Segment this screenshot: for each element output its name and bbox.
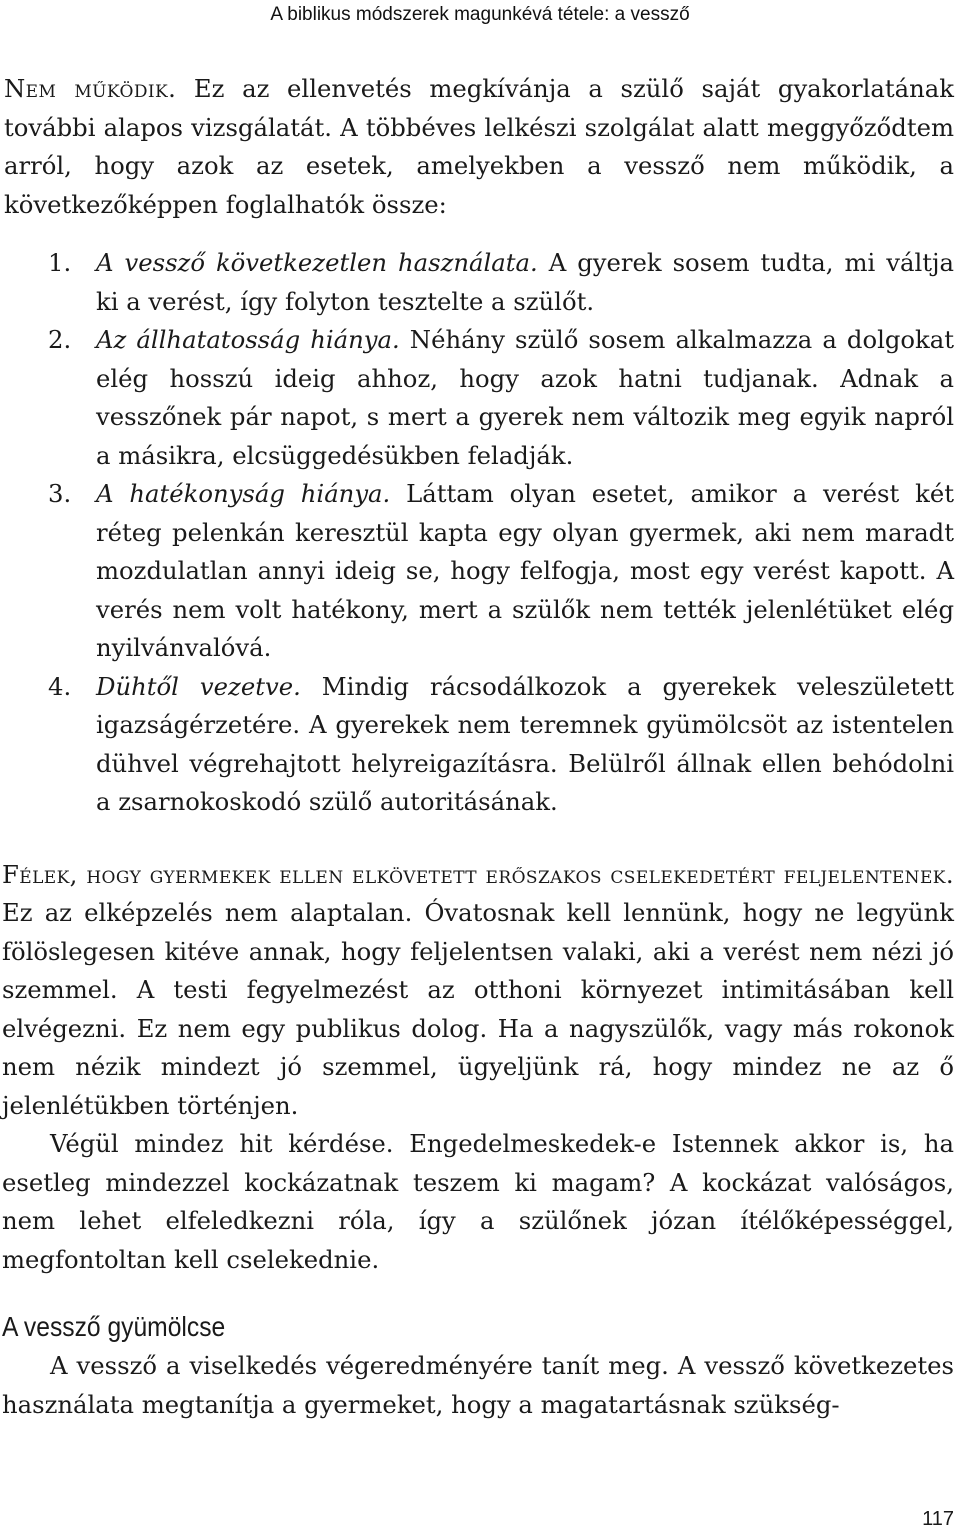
running-head: A biblikus módszerek magunkévá tétele: a vessző — [270, 4, 690, 25]
list-item-title: Dühtől vezetve. — [96, 671, 301, 701]
list-item-text: Láttam olyan esetet, amikor a verést két réteg pelenkán keresztül kapta egy olyan gyermek, aki nem maradt mozdulatlan annyi ideig se, hogy felfogja, most egy verést kapott. A verés nem volt hatékony, mert a szülők nem tették jelenlétüket elég nyilvánvalóvá. — [96, 479, 954, 662]
intro-paragraph — [0, 70, 960, 224]
list-item-title: Az állhatatosság hiánya. — [96, 325, 400, 354]
list-item-title: A hatékonyság hiánya. — [96, 479, 391, 508]
page-body — [0, 70, 960, 1424]
second-text: Ez az elképzelés nem alaptalan. Óvatosnak kell lennünk, hogy ne legyünk fölöslegesen kitéve annak, hogy feljelentsen valaki, aki a verést nem nézi jó szemmel. A testi fegyelmezést az otthoni környezet intimitásában kell elvégezni. Ez nem egy publikus dolog. Ha a nagyszülők, vagy más rokonok nem nézik mindezt jó szemmel, ügyeljünk rá, hogy mindez ne az ő jelenlétükben történjen. — [2, 898, 954, 1120]
list-item-number: 3. — [48, 479, 72, 508]
list-item-title: A vessző következetlen használata. — [96, 248, 538, 277]
list-item-number: 4. — [48, 671, 72, 701]
second-lead: Félek, hogy gyermekek ellen elkövetett erőszakos cselekedetért feljelentenek. — [2, 859, 954, 889]
list-item — [0, 244, 954, 321]
list-item — [0, 668, 954, 822]
list-item — [0, 321, 954, 475]
list-item-text: Mindig rácsodálkozok a gyerekek veleszületett igazságérzetére. A gyerekek nem teremnek gyümölcsöt az istentelen dühvel végrehajtott helyreigazításra. Belülről állnak ellen behódolni a zsarnokoskodó szülő autoritásának. — [96, 671, 954, 816]
page-number: 117 — [922, 1508, 954, 1530]
section-paragraph: A vessző a viselkedés végeredményére tanít meg. A vessző következetes használata megtanítja a gyermeket, hogy a magatartásnak szükség- — [2, 1351, 954, 1419]
list-item — [0, 475, 954, 668]
second-paragraph — [2, 856, 954, 1126]
intro-text: Ez az ellenvetés megkívánja a szülő saját gyakorlatának további alapos vizsgálatát. A többéves lelkészi szolgálat alatt meggyőződtem arról, hogy azok az esetek, amelyekben a vessző nem működik, a következőképpen foglalhatók össze: — [4, 74, 954, 219]
list-item-number: 1. — [48, 248, 72, 277]
second-section — [0, 856, 960, 1280]
intro-lead: Nem működik. — [4, 74, 177, 103]
faith-paragraph: Végül mindez hit kérdése. Engedelmeskedek-e Istennek akkor is, ha esetleg mindezzel kockázatnak teszem ki magam? A kockázat valóságos, nem lehet elfeledkezni róla, így a szülőnek józan ítélőképességgel, megfontoltan kell cselekednie. — [2, 1129, 954, 1274]
section-heading: A vessző gyümölcse — [2, 1311, 226, 1342]
reasons-list — [0, 244, 954, 822]
list-item-text: A gyerek sosem tudta, mi váltja ki a verést, így folyton tesztelte a szülőt. — [96, 248, 954, 316]
list-item-text: Néhány szülő sosem alkalmazza a dolgokat elég hosszú ideig ahhoz, hogy azok hatni tudjanak. Adnak a vesszőnek pár napot, s mert a gyerek nem változik meg egyik napról a másikra, elcsüggedésükben feladják. — [96, 325, 955, 470]
list-item-number: 2. — [48, 325, 72, 354]
